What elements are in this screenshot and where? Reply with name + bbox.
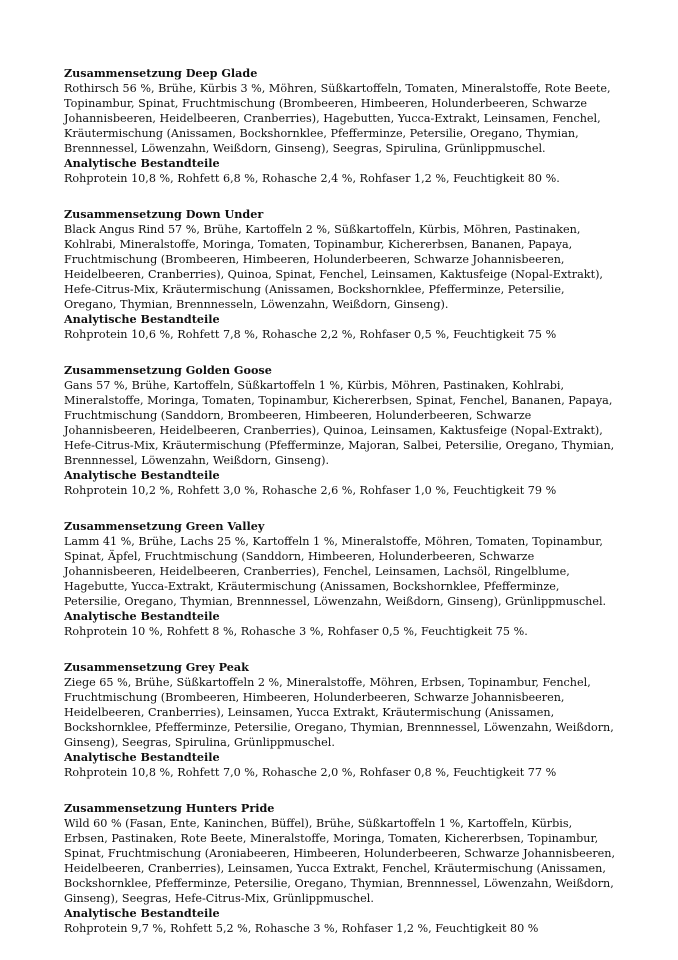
product-section-green-valley — [64, 519, 616, 639]
analysis-text: Rohprotein 9,7 %, Rohfett 5,2 %, Rohasche 3 %, Rohfaser 1,2 %, Feuchtigkeit 80 % — [64, 922, 539, 935]
composition-text: Wild 60 % (Fasan, Ente, Kaninchen, Büffel), Brühe, Süßkartoffeln 1 %, Kartoffeln, Kürbis, Erbsen, Pastinaken, Rote Beete, Mineralstoffe, Moringa, Tomaten, Kichererbsen, Topinambur, Spinat, Fruchtmischung (Aroniabeeren, Himbeeren, Holunderbeeren, Schwarze Johannisbeeren, Heidelbeeren, Cranberries), Leinsamen, Yucca Extrakt, Fenchel, Kräutermischung (Anissamen, Bockshornklee, Pfefferminze, Petersilie, Oregano, Thymian, Brennnessel, Löwenzahn, Weißdorn, Ginseng), Seegras, Hefe-Citrus-Mix, Grünlippmuschel. — [64, 817, 616, 905]
section-title: Zusammensetzung Grey Peak — [64, 660, 249, 674]
analysis-label: Analytische Bestandteile — [64, 609, 220, 623]
analysis-text: Rohprotein 10,8 %, Rohfett 7,0 %, Rohasche 2,0 %, Rohfaser 0,8 %, Feuchtigkeit 77 % — [64, 766, 557, 779]
composition-text: Ziege 65 %, Brühe, Süßkartoffeln 2 %, Mineralstoffe, Möhren, Erbsen, Topinambur, Fenchel, Fruchtmischung (Brombeeren, Himbeeren, Holunderbeeren, Schwarze Johannisbeeren, Heidelbeeren, Cranberries), Leinsamen, Yucca Extrakt, Kräutermischung (Anissamen, Bockshornklee, Pfefferminze, Petersilie, Oregano, Thymian, Brennnessel, Löwenzahn, Weißdorn, Ginseng), Seegras, Spirulina, Grünlippmuschel. — [64, 676, 614, 749]
analysis-label: Analytische Bestandteile — [64, 156, 220, 170]
section-title: Zusammensetzung Green Valley — [64, 519, 265, 533]
composition-text: Gans 57 %, Brühe, Kartoffeln, Süßkartoffeln 1 %, Kürbis, Möhren, Pastinaken, Kohlrabi, Mineralstoffe, Moringa, Tomaten, Topinambur, Kichererbsen, Spinat, Fenchel, Bananen, Papaya, Fruchtmischung (Sanddorn, Brombeeren, Himbeeren, Holunderbeeren, Schwarze Johannisbeeren, Heidelbeeren, Cranberries), Quinoa, Leinsamen, Kaktusfeige (Nopal-Extrakt), Hefe-Citrus-Mix, Kräutermischung (Pfefferminze, Majoran, Salbei, Petersilie, Oregano, Thymian, Brennnessel, Löwenzahn, Weißdorn, Ginseng). — [64, 379, 615, 467]
analysis-text: Rohprotein 10,2 %, Rohfett 3,0 %, Rohasche 2,6 %, Rohfaser 1,0 %, Feuchtigkeit 79 % — [64, 484, 557, 497]
composition-text: Rothirsch 56 %, Brühe, Kürbis 3 %, Möhren, Süßkartoffeln, Tomaten, Mineralstoffe, Rote Beete, Topinambur, Spinat, Fruchtmischung (Brombeeren, Himbeeren, Holunderbeeren, Schwarze Johannisbeeren, Heidelbeeren, Cranberries), Hagebutten, Yucca-Extrakt, Leinsamen, Fenchel, Kräutermischung (Anissamen, Bockshornklee, Pfefferminze, Petersilie, Oregano, Thymian, Brennnessel, Löwenzahn, Weißdorn, Ginseng), Seegras, Spirulina, Grünlippmuschel. — [64, 82, 611, 155]
analysis-label: Analytische Bestandteile — [64, 312, 220, 326]
analysis-label: Analytische Bestandteile — [64, 468, 220, 482]
analysis-label: Analytische Bestandteile — [64, 906, 220, 920]
section-title: Zusammensetzung Deep Glade — [64, 66, 258, 80]
product-section-golden-goose — [64, 363, 616, 498]
composition-text: Lamm 41 %, Brühe, Lachs 25 %, Kartoffeln 1 %, Mineralstoffe, Möhren, Tomaten, Topinambur, Spinat, Äpfel, Fruchtmischung (Sanddorn, Himbeeren, Holunderbeeren, Schwarze Johannisbeeren, Heidelbeeren, Cranberries), Fenchel, Leinsamen, Lachsöl, Ringelblume, Hagebutte, Yucca-Extrakt, Kräutermischung (Anissamen, Bockshornklee, Pfefferminze, Petersilie, Oregano, Thymian, Brennnessel, Löwenzahn, Weißdorn, Ginseng), Grünlippmuschel. — [64, 535, 607, 608]
analysis-label: Analytische Bestandteile — [64, 750, 220, 764]
product-section-deep-glade — [64, 66, 616, 186]
section-title: Zusammensetzung Golden Goose — [64, 363, 272, 377]
product-section-hunters-pride — [64, 801, 616, 936]
product-section-grey-peak — [64, 660, 616, 780]
product-section-down-under — [64, 207, 616, 342]
analysis-text: Rohprotein 10,8 %, Rohfett 6,8 %, Rohasche 2,4 %, Rohfaser 1,2 %, Feuchtigkeit 80 %. — [64, 172, 560, 185]
analysis-text: Rohprotein 10,6 %, Rohfett 7,8 %, Rohasche 2,2 %, Rohfaser 0,5 %, Feuchtigkeit 75 % — [64, 328, 557, 341]
analysis-text: Rohprotein 10 %, Rohfett 8 %, Rohasche 3 %, Rohfaser 0,5 %, Feuchtigkeit 75 %. — [64, 625, 528, 638]
section-title: Zusammensetzung Hunters Pride — [64, 801, 275, 815]
composition-text: Black Angus Rind 57 %, Brühe, Kartoffeln 2 %, Süßkartoffeln, Kürbis, Möhren, Pastinaken, Kohlrabi, Mineralstoffe, Moringa, Tomaten, Topinambur, Kichererbsen, Bananen, Papaya, Fruchtmischung (Brombeeren, Himbeeren, Holunderbeeren, Schwarze Johannisbeeren, Heidelbeeren, Cranberries), Quinoa, Spinat, Fenchel, Leinsamen, Kaktusfeige (Nopal-Extrakt), Hefe-Citrus-Mix, Kräutermischung (Anissamen, Bockshornklee, Pfefferminze, Petersilie, Oregano, Thymian, Brennnesseln, Löwenzahn, Weißdorn, Ginseng). — [64, 223, 603, 311]
section-title: Zusammensetzung Down Under — [64, 207, 264, 221]
document-page — [64, 66, 616, 957]
